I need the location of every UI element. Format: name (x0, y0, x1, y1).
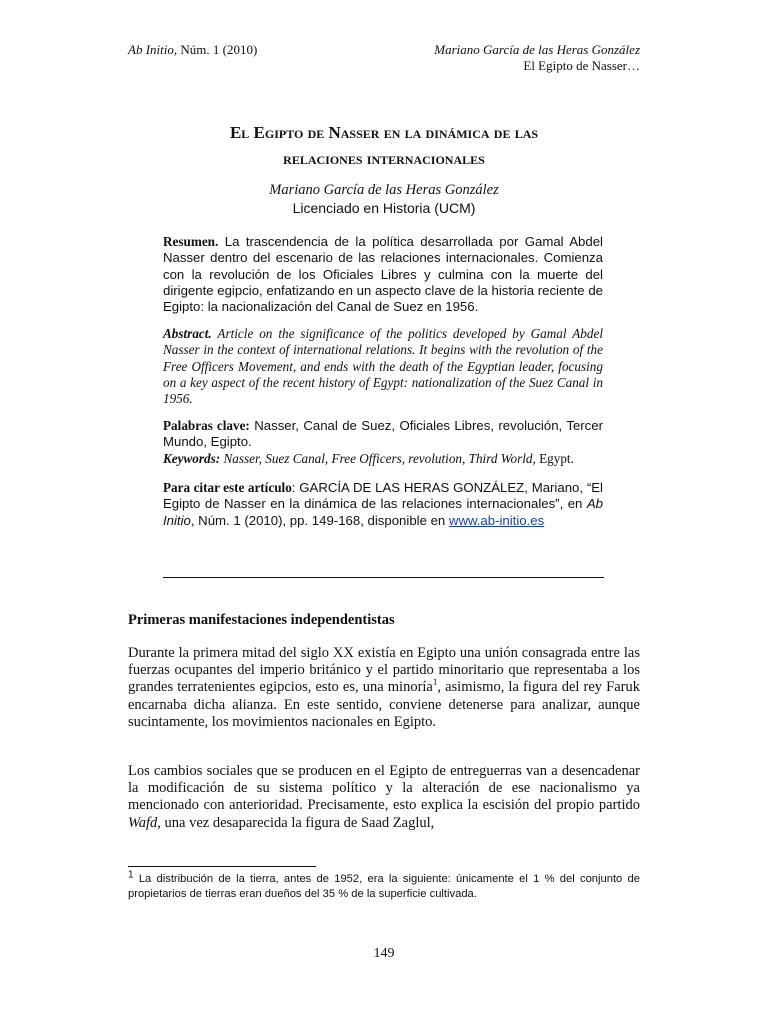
p2-text-b: , una vez desaparecida la figura de Saad Zaglul, (157, 814, 435, 831)
abstract-label: Abstract. (163, 326, 212, 341)
footnote-ref-1[interactable]: 1 (432, 677, 438, 688)
header-author: Mariano García de las Heras González (434, 42, 640, 57)
citation-journal: Ab Initio (163, 496, 603, 528)
resumen-block (163, 234, 603, 315)
journal-issue: , Núm. 1 (2010) (173, 42, 258, 57)
citation-block (163, 480, 603, 529)
footnote-text: La distribución de la tierra, antes de 1952, era la siguiente: únicamente el 1 % del conjunto de propietarios de tierras eran dueños del 35 % de la superficie cultivada. (128, 873, 640, 900)
keywords-line (163, 451, 603, 467)
p2-text-a: Los cambios sociales que se producen en el Egipto de entreguerras van a desencadenar la modificación de su sistema político y la alteración de ese nacionalismo ya mencionado con anterioridad. Precisamente, esto explica la escisión del propio partido (128, 763, 640, 814)
abstract-text: Article on the significance of the politics developed by Gamal Abdel Nasser in the context of international relations. It begins with the revolution of the Free Officers Movement, and ends with the death of the Egyptian leader, focusing on a key aspect of the recent history of Egypt: nationalization of the Suez Canal in 1956. (163, 326, 603, 407)
journal-name: Ab Initio (128, 42, 174, 57)
footnote-rule (128, 866, 316, 867)
keywords-label: Keywords: (163, 450, 221, 466)
body-paragraph-1 (128, 645, 640, 731)
citation-link[interactable]: www.ab-initio.es (448, 512, 545, 528)
resumen-text: La trascendencia de la política desarrollada por Gamal Abdel Nasser dentro del escenario de las relaciones internacionales. Comienza con la revolución de los Oficiales Libres y culmina con la muerte del dirigente egipcio, enfatizando en un aspecto clave de la historia reciente de Egipto: la nacionalización del Canal de Suez en 1956. (163, 234, 603, 315)
section-divider (163, 577, 604, 578)
palabras-clave-line (163, 418, 603, 451)
header-short-title: El Egipto de Nasser… (523, 58, 640, 73)
p2-italic: Wafd (128, 814, 158, 831)
palabras-clave-label: Palabras clave: (163, 418, 250, 433)
keywords-block (163, 418, 603, 467)
keywords-tail: , Egypt. (532, 450, 574, 466)
resumen-label: Resumen. (163, 234, 219, 249)
keywords-text: Nasser, Suez Canal, Free Officers, revolution, Third World (220, 450, 533, 466)
citation-text-2: , Núm. 1 (2010), pp. 149-168, disponible en (190, 512, 449, 528)
author-affiliation: Licenciado en Historia (UCM) (292, 200, 476, 216)
running-header-left (128, 42, 257, 58)
citation-label: Para citar este artículo (163, 480, 292, 495)
abstract-block (163, 326, 603, 407)
running-header-right (434, 42, 640, 74)
palabras-clave-text: Nasser, Canal de Suez, Oficiales Libres, revolución, Tercer Mundo, Egipto. (163, 418, 604, 450)
title-line-1: El Egipto de Nasser en la dinámica de las (229, 123, 539, 142)
p1-text-a: Durante la primera mitad del siglo XX existía en Egipto una unión consagrada entre las fuerzas ocupantes del imperio británico y el partido minoritario que representaba a los grandes terratenientes egipcios, esto es, una minoría (128, 645, 640, 696)
footnote (128, 869, 640, 902)
section-heading: Primeras manifestaciones independentistas (128, 612, 395, 628)
footnote-marker: 1 (128, 869, 134, 881)
p1-text-b: , asimismo, la figura del rey Faruk encarnaba dicha alianza. En este sentido, conviene detenerse para analizar, aunque sucintamente, los movimientos nacionales en Egipto. (128, 679, 640, 730)
body-paragraph-2 (128, 763, 640, 832)
author-name: Mariano García de las Heras González (269, 182, 499, 198)
title-line-2: relaciones internacionales (283, 149, 485, 168)
citation-text-1: : GARCÍA DE LAS HERAS GONZÁLEZ, Mariano, “El Egipto de Nasser en la dinámica de las relaciones internacionales”, en (163, 480, 603, 512)
page-number: 149 (373, 946, 395, 961)
article-title (100, 120, 668, 172)
